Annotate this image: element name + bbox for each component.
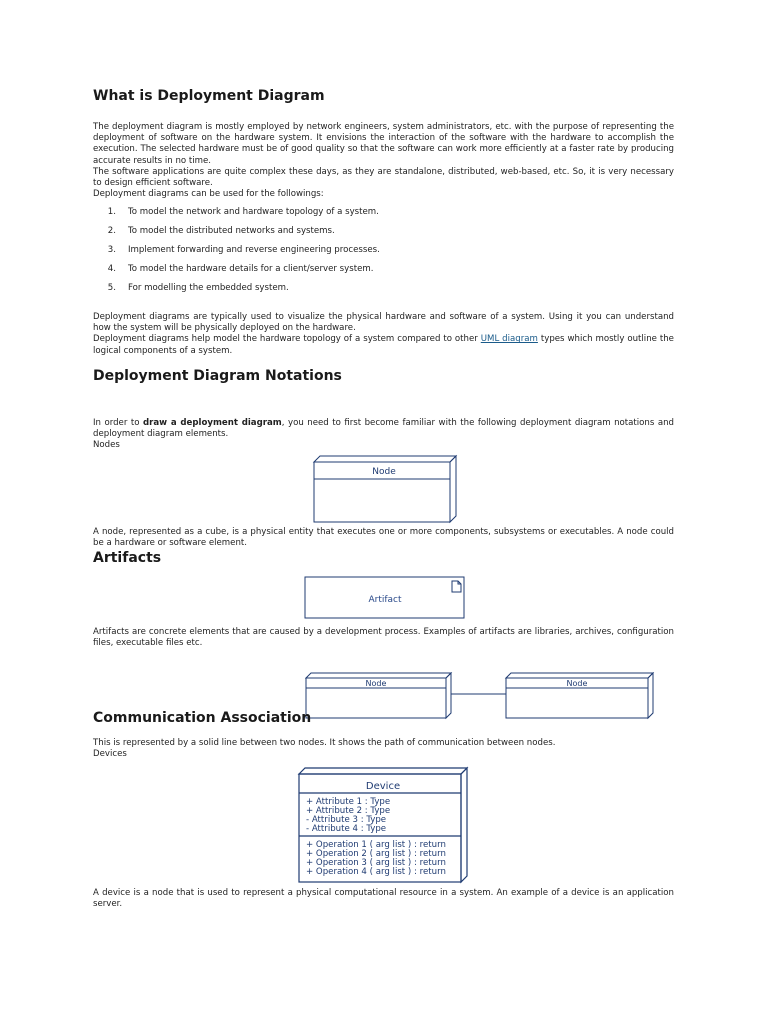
node-a-top [306, 673, 451, 678]
communication-text [93, 738, 674, 760]
list-item [104, 245, 664, 257]
artifact-box-label: Artifact [368, 595, 402, 605]
document-icon [452, 581, 461, 592]
node-b-side [648, 673, 653, 718]
device-operation: + Operation 1 ( arg list ) : return [306, 840, 446, 850]
node-description: A node, represented as a cube, is a physical entity that executes one or more components, subsystems or executables. A node could be a hardware or software element. [93, 527, 674, 549]
list-item-number: 5. [107, 283, 116, 293]
communication-description: This is represented by a solid line between two nodes. It shows the path of communication between nodes. [93, 738, 556, 748]
node-diagram [312, 454, 458, 524]
device-attribute: - Attribute 4 : Type [306, 824, 387, 834]
node-a-label: Node [365, 679, 387, 688]
list-item-number: 2. [107, 226, 116, 236]
section-title-artifacts: Artifacts [93, 550, 162, 566]
list-item [104, 207, 664, 219]
list-item-text: Implement forwarding and reverse engineering processes. [128, 245, 380, 255]
device-attribute: + Attribute 1 : Type [306, 797, 391, 807]
notations-bold-text: draw a deployment diagram [142, 418, 282, 428]
artifact-diagram [304, 576, 466, 620]
notations-paragraph [93, 418, 674, 440]
node-box-label: Node [372, 467, 396, 477]
list-item-number: 4. [107, 264, 116, 274]
list-item [104, 264, 664, 276]
summary-paragraphs [93, 312, 674, 357]
list-item [104, 283, 664, 295]
node-b-top [506, 673, 653, 678]
device-attribute: - Attribute 3 : Type [306, 815, 387, 825]
device-operation: + Operation 3 ( arg list ) : return [306, 858, 446, 868]
intro-paragraph-2: The software applications are quite complex these days, as they are standalone, distributed, web-based, etc. So, it is very necessary to design efficient software. [93, 166, 674, 189]
intro-paragraphs [93, 122, 674, 200]
device-cube-side [461, 768, 467, 882]
uml-diagram-link[interactable]: UML diagram [480, 334, 538, 345]
notations-intro [93, 418, 674, 452]
list-item-text: To model the hardware details for a client/server system. [128, 264, 374, 274]
summary-paragraph-2 [93, 334, 674, 356]
node-cube-top [314, 456, 456, 462]
device-box-title: Device [365, 781, 401, 792]
devices-label: Devices [93, 749, 127, 760]
device-operation: + Operation 4 ( arg list ) : return [306, 867, 446, 877]
uses-list [104, 207, 664, 297]
summary-paragraph-1: Deployment diagrams are typically used to visualize the physical hardware and software of a system. Using it you can understand how the system will be physically deployed on the hardware. [93, 312, 674, 334]
artifact-description: Artifacts are concrete elements that are caused by a development process. Examples of artifacts are libraries, archives, configuration files, executable files etc. [93, 627, 674, 649]
notations-text-before: In order to [93, 418, 143, 428]
intro-paragraph-1: The deployment diagram is mostly employed by network engineers, system administrators, etc. with the purpose of representing the deployment of software on the hardware system. It envisions the interaction of the software with the hardware to accomplish the execution. The selected hardware must be of good quality so that the software can work more efficiently at a faster rate by producing accurate results in no time. [93, 122, 674, 166]
list-item-text: To model the network and hardware topology of a system. [128, 207, 379, 217]
section-title-notations: Deployment Diagram Notations [93, 368, 342, 384]
nodes-label: Nodes [93, 440, 120, 451]
list-item-number: 3. [107, 245, 116, 255]
notations-text-after: , you need to first become familiar with the following deployment diagram notations and deployment diagram elements. [93, 418, 674, 440]
node-cube-side [450, 456, 456, 522]
section-title-deployment-diagram: What is Deployment Diagram [93, 88, 325, 104]
communication-diagram [305, 672, 655, 722]
device-cube-top [299, 768, 467, 774]
node-a-side [446, 673, 451, 718]
list-item [104, 226, 664, 238]
device-attribute: + Attribute 2 : Type [306, 806, 391, 816]
list-item-text: For modelling the embedded system. [128, 283, 289, 293]
device-diagram [297, 766, 469, 884]
list-item-text: To model the distributed networks and systems. [128, 226, 335, 236]
section-title-communication: Communication Association [93, 710, 312, 726]
summary-text-after: types which mostly outline the logical components of a system. [93, 334, 674, 356]
list-item-number: 1. [107, 207, 116, 217]
summary-text-before: Deployment diagrams help model the hardware topology of a system compared to other [93, 334, 481, 345]
device-description: A device is a node that is used to represent a physical computational resource in a system. An example of a device is an application server. [93, 888, 674, 910]
device-operation: + Operation 2 ( arg list ) : return [306, 849, 446, 859]
node-b-label: Node [566, 679, 588, 688]
intro-paragraph-3: Deployment diagrams can be used for the followings: [93, 189, 324, 200]
